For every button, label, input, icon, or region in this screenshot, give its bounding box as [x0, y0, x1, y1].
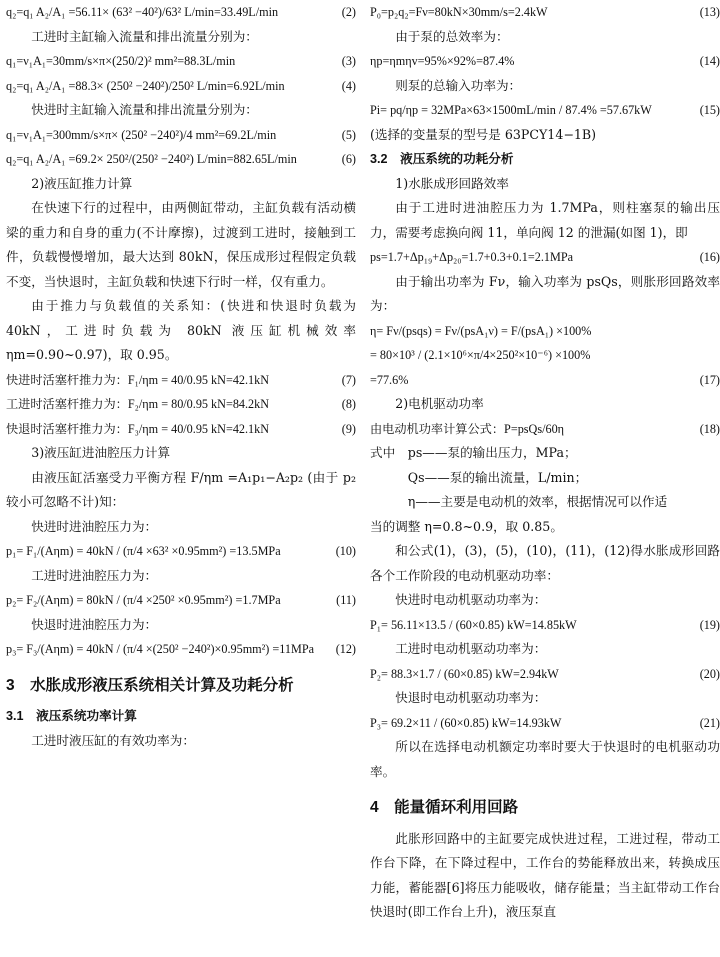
- equation-body: q₂=q₁ A₂/A₁ =69.2× 250²/(250² −240²) L/min=882.65L/min: [6, 152, 297, 166]
- equation: [6, 147, 356, 172]
- equation-number: (9): [341, 421, 356, 436]
- equation: [6, 637, 356, 662]
- equation-number: (2): [341, 5, 356, 19]
- text-line: η——主要是电动机的效率，根据情况可以作适: [370, 494, 668, 509]
- equation: [370, 417, 720, 442]
- section-heading: 3 水胀成形液压系统相关计算及功耗分析: [6, 676, 294, 694]
- text-line: 当的调整 η=0.8~0.9，取 0.85。: [370, 518, 563, 534]
- equation: [370, 0, 720, 25]
- section-heading: 4 能量循环利用回路: [370, 799, 519, 816]
- equation-body: P₁= 56.11×13.5 / (60×0.85) kW=14.85kW: [370, 617, 577, 632]
- subsection-heading: 3.1 液压系统功率计算: [6, 709, 137, 723]
- equation: [370, 613, 720, 638]
- paragraph: 由于工进时进油腔压力为 1.7MPa，则柱塞泵的输出压力，需要考虑换向阀 11，单向阀 12 的泄漏(如图 1)，即: [370, 200, 720, 240]
- paragraph: 快进时主缸输入流量和排出流量分别为：: [31, 102, 258, 117]
- equation-body: p₂= F₂/(Aηm) = 80kN / (π/4 ×250² ×0.95mm²) =1.7MPa: [6, 593, 281, 607]
- subsection-heading: 3.2 液压系统的功耗分析: [370, 152, 514, 166]
- paragraph: 在快速下行的过程中，由两侧缸带动，主缸负载有活动横梁的重力和自身的重力(不计摩擦)，过渡到工进时，接触到工件，负载慢慢增加，最大达到 80kN，保压成形过程假定负载不变，当快退时，主缸负载和快速下行时一样，仅有重力。: [6, 200, 356, 289]
- equation-number: (7): [341, 372, 356, 387]
- paragraph: 由液压缸活塞受力平衡方程 F/ηm =A₁p₁−A₂p₂ (由于 p₂ 较小可忽略不计)知：: [6, 469, 356, 509]
- equation-body: 快退时活塞杆推力为：F₃/ηm = 40/0.95 kN=42.1kN: [6, 421, 270, 436]
- equation-body: =77.6%: [370, 372, 409, 387]
- text-line: (选择的变量泵的型号是 63PCY14−1B): [370, 126, 597, 142]
- equation: [370, 711, 720, 736]
- equation-number: (4): [341, 78, 356, 93]
- sub-line: 2)电机驱动功率: [395, 396, 484, 411]
- equation: [6, 588, 356, 613]
- equation-number: (19): [699, 617, 720, 632]
- paragraph: 由于输出功率为 Fν，输入功率为 psQs，则胀形回路效率为：: [370, 273, 720, 313]
- equation-number: (17): [699, 372, 720, 387]
- equation-number: (11): [336, 593, 356, 607]
- equation-body: P₃= 69.2×11 / (60×0.85) kW=14.93kW: [370, 715, 562, 730]
- equation: [370, 319, 720, 344]
- equation: [370, 98, 720, 123]
- equation-body: P₀=p₂q₂=Fν=80kN×30mm/s=2.4kW: [370, 5, 548, 19]
- equation-number: (3): [341, 54, 356, 68]
- equation-number: (5): [341, 127, 356, 142]
- equation: [370, 368, 720, 393]
- equation-body: ηp=ηmηv=95%×92%=87.4%: [370, 54, 515, 68]
- equation-body: p₁= F₁/(Aηm) = 40kN / (π/4 ×63² ×0.95mm²) =13.5MPa: [6, 544, 281, 558]
- right-column: [370, 0, 720, 925]
- text-line: Qs——泵的输出流量，L/min；: [370, 469, 588, 485]
- equation-number: (18): [699, 421, 720, 436]
- equation-number: (20): [699, 666, 720, 681]
- sub-line: 3)液压缸进油腔压力计算: [31, 445, 171, 460]
- paragraph: 和公式(1)，(3)，(5)，(10)，(11)，(12)得水胀成形回路各个工作阶段的电动机驱动功率：: [370, 543, 720, 583]
- equation-body: 快进时活塞杆推力为：F₁/ηm = 40/0.95 kN=42.1kN: [6, 372, 270, 387]
- equation: [6, 539, 356, 564]
- equation-number: (12): [335, 642, 356, 656]
- equation: [6, 0, 356, 25]
- equation-number: (15): [699, 103, 720, 117]
- paragraph: 所以在选择电动机额定功率时要大于快退时的电机驱动功率。: [370, 739, 720, 779]
- paragraph: 由于推力与负载值的关系知：(快进和快退时负载为 40kN，工进时负载为 80kN 液压缸机械效率 ηm=0.90~0.97)，取 0.95。: [6, 298, 356, 362]
- text-line: 式中 ps——泵的输出压力，MPa；: [370, 445, 577, 460]
- sub-line: 2)液压缸推力计算: [31, 175, 133, 191]
- equation: [370, 49, 720, 74]
- equation-body: P₂= 88.3×1.7 / (60×0.85) kW=2.94kW: [370, 666, 559, 681]
- sub-line: 工进时进油腔压力为：: [31, 567, 158, 583]
- sub-line: 工进时液压缸的有效功率为：: [31, 732, 195, 748]
- equation: [370, 343, 720, 368]
- equation-number: (6): [341, 152, 356, 166]
- sub-line: 1)水胀成形回路效率: [395, 175, 509, 191]
- equation-body: Pi= pq/ηp = 32MPa×63×1500mL/min / 87.4% =57.67kW: [370, 103, 652, 117]
- equation-number: (13): [699, 5, 720, 19]
- sub-line: 快退时进油腔压力为：: [31, 616, 158, 632]
- equation-body: η= Fν/(psqs) = Fν/(psA₁ν) = F/(psA₁) ×100%: [370, 323, 592, 338]
- sub-line: 快退时电动机驱动功率为：: [395, 690, 547, 705]
- equation-body: q₁=ν₁A₁=300mm/s×π× (250² −240²)/4 mm²=69.2L/min: [6, 127, 277, 142]
- equation: [6, 417, 356, 442]
- equation-body: ps=1.7+Δp₁₉+Δp₂₀=1.7+0.3+0.1=2.1MPa: [370, 250, 574, 264]
- left-column: [6, 0, 356, 753]
- equation-number: (21): [699, 715, 720, 730]
- sub-line: 快进时电动机驱动功率为：: [395, 592, 547, 607]
- equation: [6, 392, 356, 417]
- equation-body: p₃= F₃/(Aηm) = 40kN / (π/4 ×(250² −240²)×0.95mm²) =11MPa: [6, 642, 315, 656]
- equation-number: (10): [335, 544, 356, 558]
- equation-body: q₁=ν₁A₁=30mm/s×π×(250/2)² mm²=88.3L/min: [6, 54, 236, 68]
- equation-number: (16): [699, 250, 720, 264]
- paragraph: 工进时主缸输入流量和排出流量分别为：: [31, 28, 258, 44]
- paragraph: 此胀形回路中的主缸要完成快进过程，工进过程，带动工作台下降，在下降过程中，工作台的势能释放出来，转换成压力能，蓄能器[6]将压力能吸收，储存能量；当主缸带动工作台快退时(即工作台上升)，液压泵直: [370, 830, 720, 919]
- equation: [6, 49, 356, 74]
- equation-body: q₂=q₁ A₂/A₁ =88.3× (250² −240²)/250² L/min=6.92L/min: [6, 78, 285, 93]
- equation-body: 由电动机功率计算公式：P=psQs/60η: [370, 421, 565, 436]
- equation: [6, 74, 356, 99]
- sub-line: 快进时进油腔压力为：: [31, 518, 158, 534]
- equation: [6, 368, 356, 393]
- equation: [6, 123, 356, 148]
- equation-number: (8): [341, 397, 356, 411]
- equation-body: q₂=q₁ A₂/A₁ =56.11× (63² −40²)/63² L/min=33.49L/min: [6, 5, 279, 19]
- equation-number: (14): [699, 54, 720, 68]
- sub-line: 则泵的总输入功率为：: [395, 77, 522, 93]
- sub-line: 由于泵的总效率为：: [395, 28, 509, 44]
- equation-body: 工进时活塞杆推力为：F₂/ηm = 80/0.95 kN=84.2kN: [6, 397, 270, 411]
- equation: [370, 662, 720, 687]
- sub-line: 工进时电动机驱动功率为：: [395, 641, 547, 656]
- equation: [370, 245, 720, 270]
- equation-body: = 80×10³ / (2.1×10⁶×π/4×250²×10⁻⁶) ×100%: [370, 348, 591, 362]
